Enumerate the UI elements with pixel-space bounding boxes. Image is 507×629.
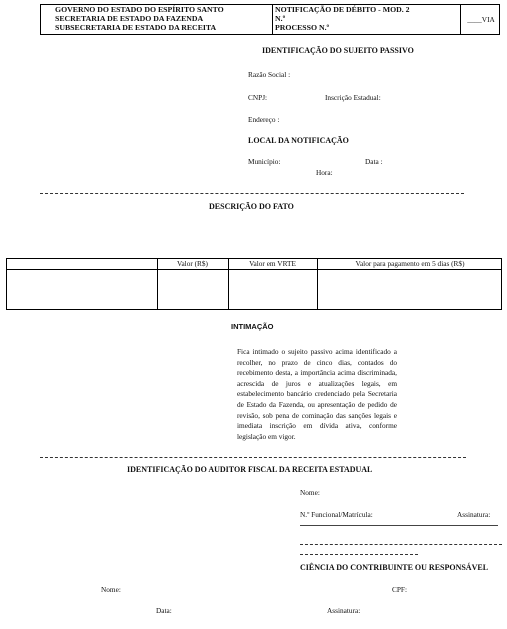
section-divider — [40, 193, 464, 194]
municipio-label: Município: — [248, 157, 281, 166]
issuer-line-3: SUBSECRETARIA DE ESTADO DA RECEITA — [55, 23, 217, 32]
ciencia-title: CIÊNCIA DO CONTRIBUINTE OU RESPONSÁVEL — [300, 563, 489, 572]
section-divider — [40, 457, 466, 458]
via-label: ____VIA — [467, 15, 495, 24]
razao-social-label: Razão Social : — [248, 70, 291, 79]
via-block — [461, 5, 501, 34]
cnpj-label: CNPJ: — [248, 93, 268, 102]
signature-divider — [300, 544, 502, 545]
ciencia-assinatura-label: Assinatura: — [327, 606, 361, 615]
valores-table — [6, 258, 502, 310]
auditor-assinatura-label: Assinatura: — [457, 510, 491, 519]
data-label: Data : — [365, 157, 383, 166]
issuer-line-2: SECRETARIA DE ESTADO DA FAZENDA — [55, 14, 204, 23]
ciencia-nome-label: Nome: — [101, 585, 121, 594]
form-header — [40, 4, 500, 35]
form-title: NOTIFICAÇÃO DE DÉBITO - MOD. 2 — [275, 5, 410, 14]
intimacao-text: Fica intimado o sujeito passivo acima identificado a recolher, no prazo de cinco dias, contados do recebimento desta, a importância acima discriminada, acrescida de juros e atualizações legais, em estabelecimento bancário credenciado pela Secretaria de Estado da Fazenda, ou apresentação de pedido de revisão, sob pena de cominação das sanções legais e imediata inscrição em dívida ativa, conforme legislação em vigor. — [237, 347, 397, 441]
issuer-line-1: GOVERNO DO ESTADO DO ESPÍRITO SANTO — [55, 5, 224, 14]
auditor-title: IDENTIFICAÇÃO DO AUDITOR FISCAL DA RECEITA ESTADUAL — [127, 465, 373, 474]
intimacao-title: INTIMAÇÃO — [231, 322, 274, 331]
col-vrte-header: Valor em VRTE — [249, 259, 296, 268]
descricao-fato-title: DESCRIÇÃO DO FATO — [209, 202, 294, 211]
process-number-label: PROCESSO N.º — [275, 23, 330, 32]
col-pagamento-header: Valor para pagamento em 5 dias (R$) — [355, 259, 465, 268]
sujeito-passivo-title: IDENTIFICAÇÃO DO SUJEITO PASSIVO — [262, 46, 414, 55]
auditor-signature-line — [300, 525, 498, 526]
col-valor-header: Valor (R$) — [176, 259, 208, 268]
issuer-block — [41, 5, 273, 34]
auditor-nome-label: Nome: — [300, 488, 320, 497]
form-id-block — [273, 5, 461, 34]
local-notificacao-title: LOCAL DA NOTIFICAÇÃO — [248, 136, 349, 145]
inscricao-estadual-label: Inscrição Estadual: — [325, 93, 381, 102]
signature-divider — [300, 554, 418, 555]
auditor-funcional-label: N.º Funcional/Matrícula: — [300, 510, 373, 519]
notification-number-label: N.º — [275, 14, 286, 23]
ciencia-data-label: Data: — [156, 606, 172, 615]
hora-label: Hora: — [316, 168, 333, 177]
endereco-label: Endereço : — [248, 115, 280, 124]
ciencia-cpf-label: CPF: — [392, 585, 408, 594]
